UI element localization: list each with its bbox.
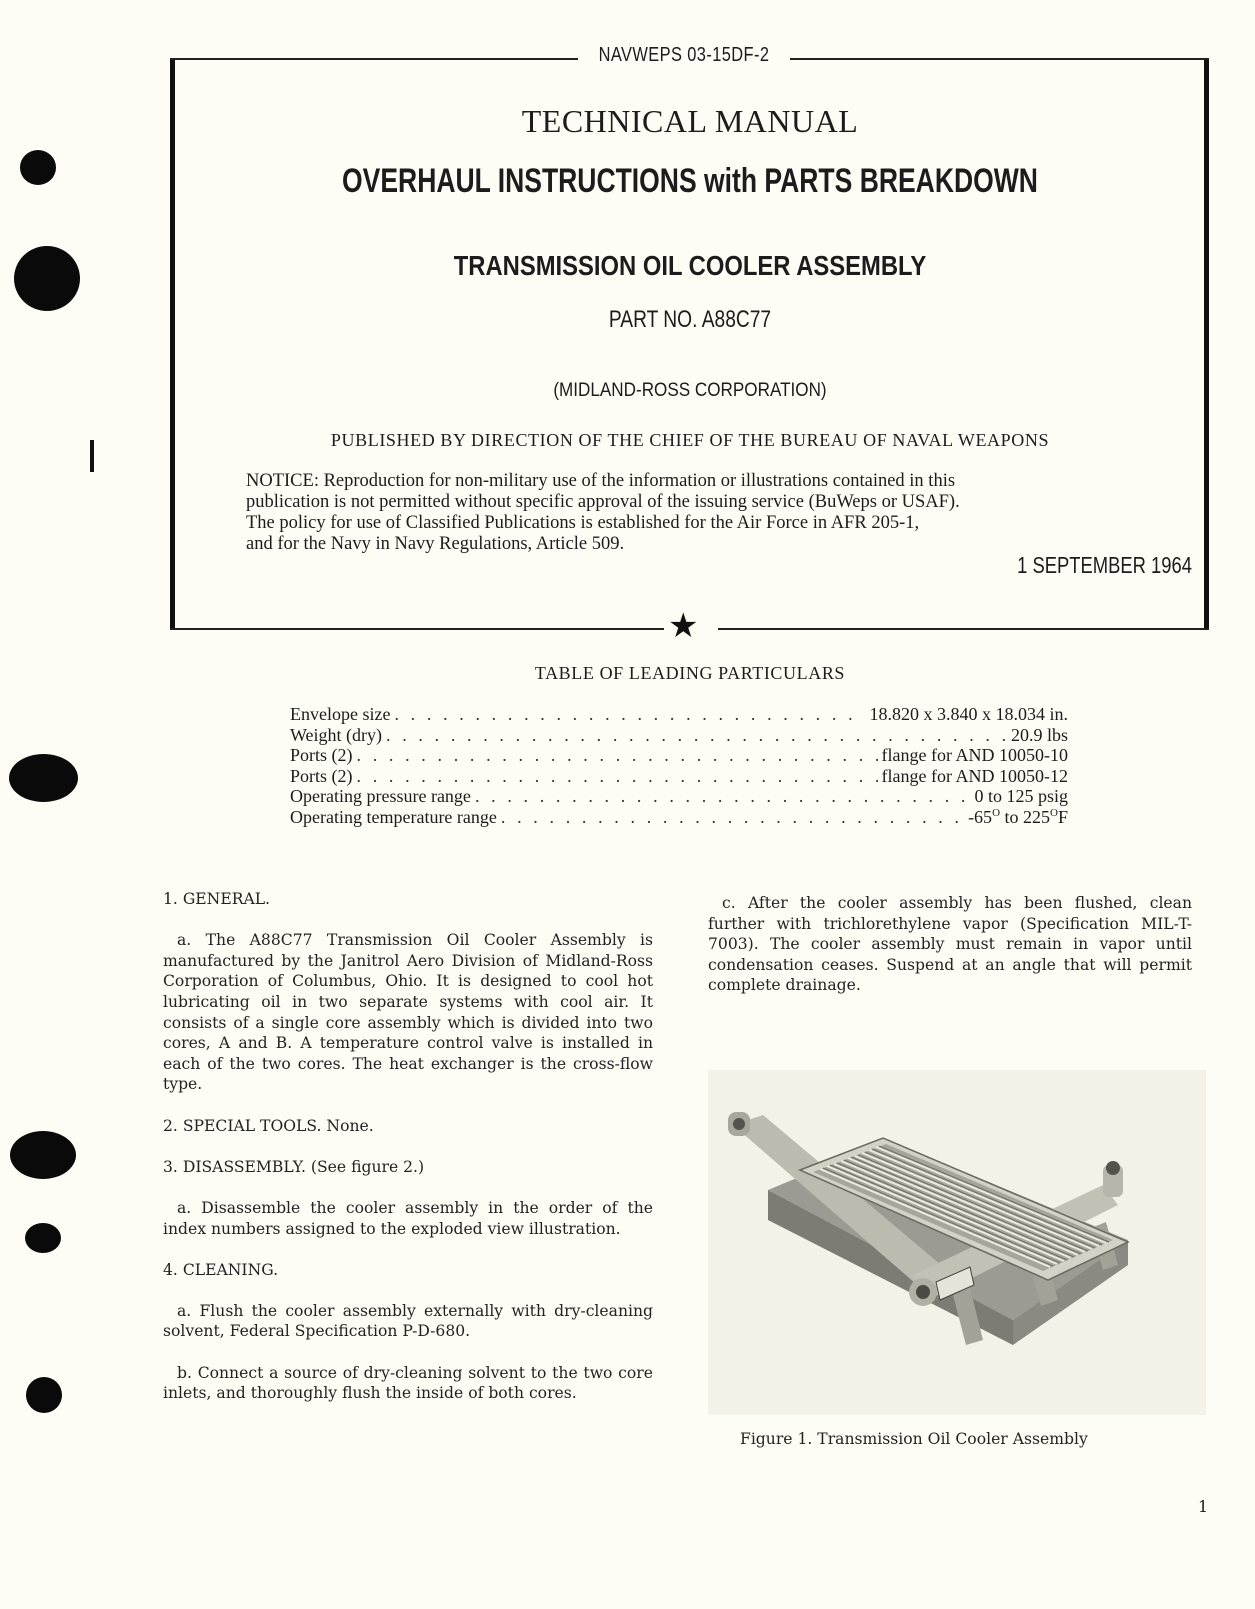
page-number: 1 <box>1198 1497 1209 1516</box>
row-value: 0 to 125 psig <box>974 786 1068 807</box>
row-label: Operating pressure range <box>290 786 471 807</box>
table-row <box>290 807 1068 828</box>
punch-hole <box>25 1223 61 1253</box>
frame-border-bottom <box>170 628 664 630</box>
figure-1-photo <box>708 1070 1206 1415</box>
punch-hole <box>9 754 78 802</box>
right-column <box>708 893 1192 996</box>
frame-border-right <box>1204 58 1209 630</box>
cleaning-paragraph-b: b. Connect a source of dry-cleaning solvent to the two core inlets, and thoroughly flush the inside of both cores. <box>163 1363 653 1403</box>
table-row <box>290 786 1068 807</box>
document-number: NAVWEPS 03-15DF-2 <box>598 44 770 66</box>
figure-caption: Figure 1. Transmission Oil Cooler Assembly <box>740 1430 1088 1448</box>
punch-hole <box>10 1131 76 1179</box>
frame-border-left <box>170 58 175 630</box>
manual-subtitle: OVERHAUL INSTRUCTIONS with PARTS BREAKDOWN <box>342 162 1038 200</box>
row-label: Envelope size <box>290 704 391 724</box>
row-value: flange for AND 10050-10 <box>881 745 1068 766</box>
row-label: Operating temperature range <box>290 806 497 827</box>
section-heading-cleaning: 4. CLEANING. <box>163 1260 279 1279</box>
part-number: PART NO. A88C77 <box>608 306 772 333</box>
value-part: F <box>1057 806 1068 827</box>
general-paragraph-a: a. The A88C77 Transmission Oil Cooler Assembly is manufactured by the Janitrol Aero Division of Midland-Ross Corporation of Columbus, Ohio. It is designed to cool hot lubricating oil in two separate systems with cool air. It consists of a single core assembly which is divided into two cores, A and B. A temperature control valve is installed in each of the two cores. The heat exchanger is the cross-flow type. <box>163 931 653 1094</box>
row-value: 20.9 lbs <box>1010 724 1068 745</box>
notice-line: and for the Navy in Navy Regulations, Article 509. <box>246 534 625 554</box>
frame-border-bottom <box>718 628 1209 630</box>
disassembly-paragraph-a: a. Disassemble the cooler assembly in the order of the index numbers assigned to the exploded view illustration. <box>163 1198 653 1238</box>
notice-line: The policy for use of Classified Publications is established for the Air Force in AFR 205-1, <box>246 513 920 533</box>
dot-leader <box>501 807 964 828</box>
value-part: -65 <box>968 806 993 827</box>
star-icon: ★ <box>668 606 699 646</box>
table-row <box>290 745 1068 766</box>
section-heading-general: 1. GENERAL. <box>163 890 271 908</box>
assembly-title: TRANSMISSION OIL COOLER ASSEMBLY <box>453 250 927 281</box>
dot-leader <box>475 786 971 807</box>
dot-leader <box>357 745 878 766</box>
table-row <box>290 766 1068 787</box>
leading-particulars-title: TABLE OF LEADING PARTICULARS <box>534 663 846 683</box>
row-label: Ports (2) <box>290 745 353 766</box>
section-heading-special-tools: 2. SPECIAL TOOLS. None. <box>163 1116 374 1135</box>
dot-leader <box>386 725 1007 746</box>
degree-mark: O <box>992 806 1001 819</box>
value-part: to 225 <box>1000 806 1051 827</box>
publication-date: 1 SEPTEMBER 1964 <box>1017 552 1192 578</box>
notice <box>246 471 1136 555</box>
notice-line: NOTICE: Reproduction for non-military use of the information or illustrations contained in this <box>246 471 956 491</box>
manufacturer: (MIDLAND-ROSS CORPORATION) <box>553 380 827 401</box>
row-value: 18.820 x 3.840 x 18.034 in. <box>869 704 1068 724</box>
left-column <box>163 889 653 1404</box>
cleaning-paragraph-c: c. After the cooler assembly has been flushed, clean further with trichlorethylene vapor (Specification MIL-T-7003). The cooler assembly must remain in vapor until condensation ceases. Suspend at an angle that will permit complete drainage. <box>708 894 1192 995</box>
frame-border-top <box>170 58 578 60</box>
frame-border-top <box>790 58 1209 60</box>
degree-mark: O <box>1050 806 1058 819</box>
dot-leader <box>394 704 865 725</box>
published-by: PUBLISHED BY DIRECTION OF THE CHIEF OF THE BUREAU OF NAVAL WEAPONS <box>330 430 1050 450</box>
notice-line: publication is not permitted without specific approval of the issuing service (BuWeps or USAF). <box>246 492 960 512</box>
punch-hole <box>14 246 80 311</box>
row-label: Weight (dry) <box>290 724 383 745</box>
table-row <box>290 725 1068 746</box>
scan-artifact <box>90 440 94 472</box>
row-label: Ports (2) <box>290 765 353 786</box>
leading-particulars-table <box>290 704 1068 828</box>
row-value: flange for AND 10050-12 <box>881 765 1068 786</box>
section-heading-disassembly: 3. DISASSEMBLY. (See figure 2.) <box>163 1157 425 1176</box>
dot-leader <box>357 766 878 787</box>
punch-hole <box>20 150 56 185</box>
table-row <box>290 704 1068 725</box>
punch-hole <box>26 1377 62 1413</box>
cleaning-paragraph-a: a. Flush the cooler assembly externally with dry-cleaning solvent, Federal Specification P-D-680. <box>163 1301 653 1341</box>
row-value <box>968 807 1068 828</box>
manual-title: TECHNICAL MANUAL <box>521 103 859 139</box>
